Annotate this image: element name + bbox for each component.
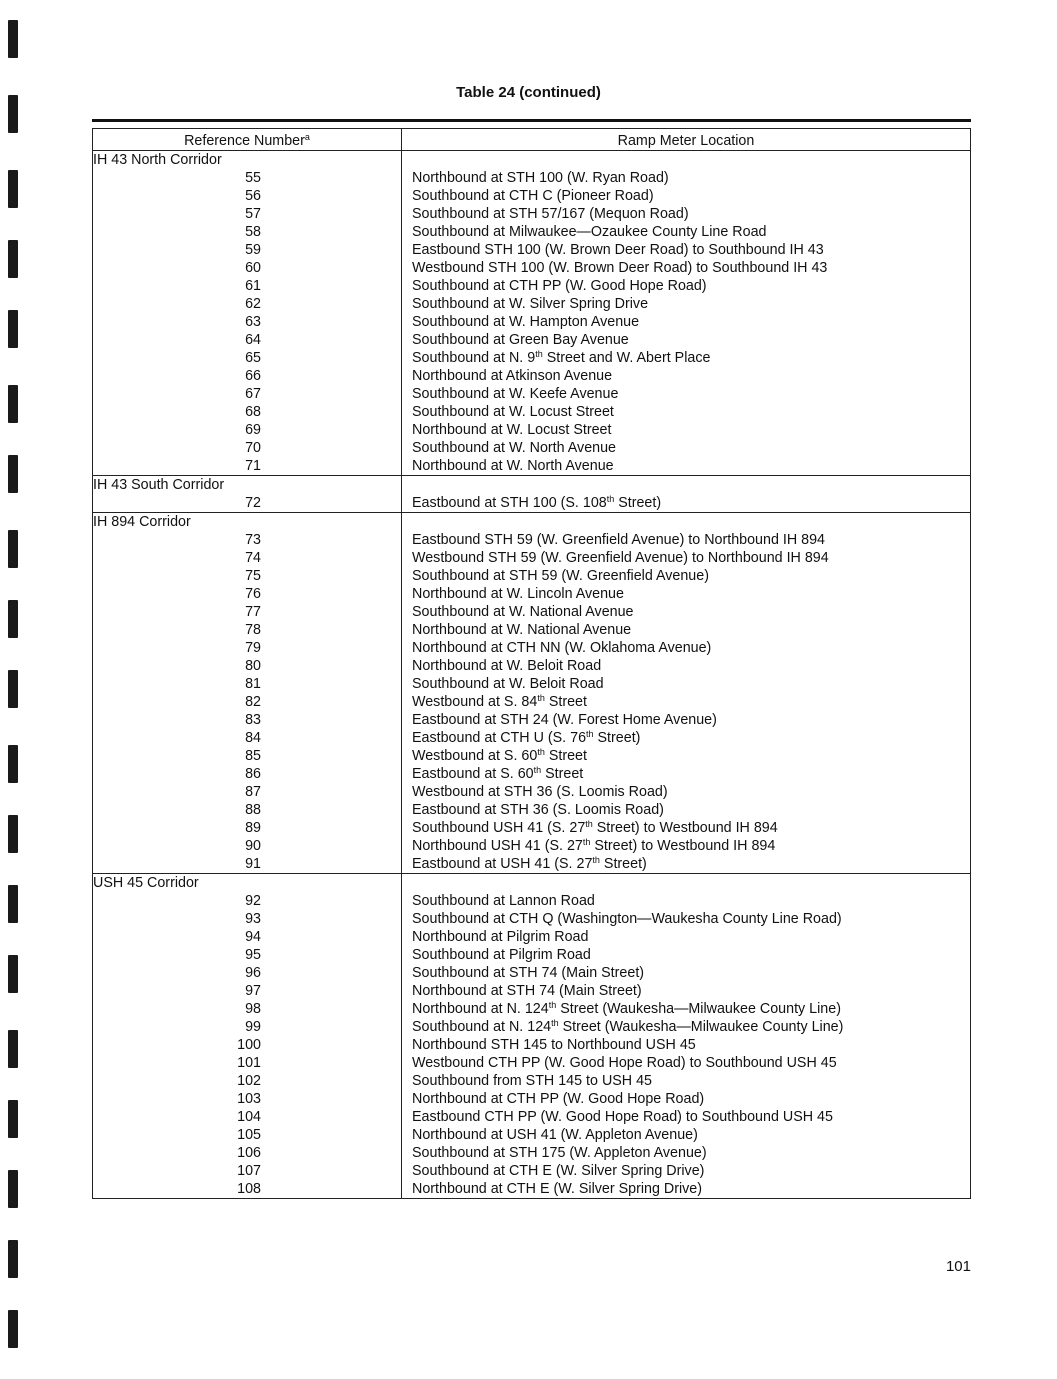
table-row (93, 621, 971, 639)
table-row (93, 910, 971, 928)
ramp-meter-location: Northbound at W. North Avenue (402, 457, 971, 476)
ramp-meter-location: Westbound STH 100 (W. Brown Deer Road) to Southbound IH 43 (402, 259, 971, 277)
reference-number: 105 (93, 1126, 402, 1144)
binding-mark (8, 955, 18, 993)
ramp-meter-location: Northbound at W. Locust Street (402, 421, 971, 439)
ramp-meter-location: Southbound at W. Beloit Road (402, 675, 971, 693)
ramp-meter-location: Northbound at W. National Avenue (402, 621, 971, 639)
ordinal-suffix: th (535, 349, 543, 359)
binding-mark (8, 1240, 18, 1278)
reference-number: 93 (93, 910, 402, 928)
table-row (93, 1126, 971, 1144)
ramp-meter-location: Eastbound at STH 100 (S. 108th Street) (402, 494, 971, 513)
binding-mark (8, 455, 18, 493)
table-row (93, 1108, 971, 1126)
table-row (93, 349, 971, 367)
binding-mark (8, 815, 18, 853)
table-row (93, 187, 971, 205)
ramp-meter-location: Southbound from STH 145 to USH 45 (402, 1072, 971, 1090)
ramp-meter-location: Southbound at Green Bay Avenue (402, 331, 971, 349)
table-row (93, 801, 971, 819)
corridor-row (93, 476, 971, 495)
ramp-meter-location: Northbound at STH 74 (Main Street) (402, 982, 971, 1000)
ramp-meter-location: Northbound at STH 100 (W. Ryan Road) (402, 169, 971, 187)
ramp-meter-location: Northbound at W. Beloit Road (402, 657, 971, 675)
page-number: 101 (945, 1258, 971, 1275)
reference-number: 102 (93, 1072, 402, 1090)
table-row (93, 439, 971, 457)
corridor-label: USH 45 Corridor (93, 874, 402, 893)
ramp-meter-location: Eastbound at STH 36 (S. Loomis Road) (402, 801, 971, 819)
reference-number: 76 (93, 585, 402, 603)
reference-number: 59 (93, 241, 402, 259)
reference-number: 65 (93, 349, 402, 367)
reference-number: 103 (93, 1090, 402, 1108)
reference-number: 108 (93, 1180, 402, 1199)
corridor-row (93, 151, 971, 170)
reference-number: 71 (93, 457, 402, 476)
ramp-meter-location: Westbound at STH 36 (S. Loomis Road) (402, 783, 971, 801)
table-row (93, 1054, 971, 1072)
ordinal-suffix: th (548, 1000, 557, 1010)
binding-mark (8, 1170, 18, 1208)
ramp-meter-location: Southbound at STH 59 (W. Greenfield Avenue) (402, 567, 971, 585)
ramp-meter-location: Southbound at STH 175 (W. Appleton Avenue) (402, 1144, 971, 1162)
reference-number: 67 (93, 385, 402, 403)
ramp-meter-location: Northbound at CTH E (W. Silver Spring Drive) (402, 1180, 971, 1199)
corridor-row (93, 513, 971, 532)
ramp-meter-location: Southbound at W. Keefe Avenue (402, 385, 971, 403)
table-row (93, 639, 971, 657)
table-row (93, 421, 971, 439)
table-row (93, 928, 971, 946)
reference-number: 95 (93, 946, 402, 964)
table-row (93, 169, 971, 187)
table-row (93, 946, 971, 964)
reference-number: 58 (93, 223, 402, 241)
reference-number: 83 (93, 711, 402, 729)
reference-number: 79 (93, 639, 402, 657)
corridor-row (93, 874, 971, 893)
reference-number: 70 (93, 439, 402, 457)
table-row (93, 982, 971, 1000)
table-row (93, 241, 971, 259)
binding-mark (8, 670, 18, 708)
ramp-meter-location: Southbound at Lannon Road (402, 892, 971, 910)
ramp-meter-location-header: Ramp Meter Location (402, 129, 971, 151)
binding-mark (8, 240, 18, 278)
ramp-meter-location: Westbound CTH PP (W. Good Hope Road) to Southbound USH 45 (402, 1054, 971, 1072)
table-row (93, 657, 971, 675)
ordinal-suffix: th (537, 693, 545, 703)
ramp-meter-location: Eastbound CTH PP (W. Good Hope Road) to Southbound USH 45 (402, 1108, 971, 1126)
binding-mark (8, 20, 18, 58)
ramp-meter-location: Southbound at N. 124th Street (Waukesha—Milwaukee County Line) (402, 1018, 971, 1036)
table-header-row (93, 129, 971, 151)
reference-number: 72 (93, 494, 402, 513)
reference-number: 78 (93, 621, 402, 639)
reference-number: 80 (93, 657, 402, 675)
table-row (93, 765, 971, 783)
table-body (93, 151, 971, 1199)
ramp-meter-location: Westbound at S. 84th Street (402, 693, 971, 711)
reference-number: 101 (93, 1054, 402, 1072)
table-row (93, 1144, 971, 1162)
ramp-meter-location: Westbound STH 59 (W. Greenfield Avenue) to Northbound IH 894 (402, 549, 971, 567)
ramp-meter-location: Northbound at CTH PP (W. Good Hope Road) (402, 1090, 971, 1108)
table-row (93, 549, 971, 567)
table-row (93, 747, 971, 765)
table-row (93, 964, 971, 982)
reference-number: 100 (93, 1036, 402, 1054)
ordinal-suffix: th (537, 747, 545, 757)
table-row (93, 313, 971, 331)
ramp-meter-location: Northbound at W. Lincoln Avenue (402, 585, 971, 603)
reference-number: 84 (93, 729, 402, 747)
ramp-meter-location: Eastbound STH 59 (W. Greenfield Avenue) to Northbound IH 894 (402, 531, 971, 549)
reference-number: 73 (93, 531, 402, 549)
binding-mark (8, 385, 18, 423)
ramp-meter-location: Southbound at Milwaukee—Ozaukee County Line Road (402, 223, 971, 241)
reference-number: 62 (93, 295, 402, 313)
reference-number: 92 (93, 892, 402, 910)
table-row (93, 567, 971, 585)
reference-number: 94 (93, 928, 402, 946)
reference-number: 56 (93, 187, 402, 205)
table-row (93, 1000, 971, 1018)
reference-number: 96 (93, 964, 402, 982)
reference-number: 98 (93, 1000, 402, 1018)
reference-number: 81 (93, 675, 402, 693)
reference-number: 69 (93, 421, 402, 439)
ordinal-suffix: th (582, 837, 591, 847)
ramp-meter-location: Southbound USH 41 (S. 27th Street) to Westbound IH 894 (402, 819, 971, 837)
reference-number: 55 (93, 169, 402, 187)
ramp-meter-location: Southbound at N. 9th Street and W. Abert Place (402, 349, 971, 367)
table-row (93, 675, 971, 693)
table-row (93, 531, 971, 549)
table-row (93, 457, 971, 476)
ramp-meter-location: Eastbound at S. 60th Street (402, 765, 971, 783)
ramp-meter-location: Westbound at S. 60th Street (402, 747, 971, 765)
binding-mark (8, 600, 18, 638)
ramp-meter-location: Northbound USH 41 (S. 27th Street) to Westbound IH 894 (402, 837, 971, 855)
ramp-meter-location: Southbound at CTH E (W. Silver Spring Drive) (402, 1162, 971, 1180)
table-row (93, 892, 971, 910)
binding-mark (8, 745, 18, 783)
ramp-meter-location: Southbound at CTH Q (Washington—Waukesha County Line Road) (402, 910, 971, 928)
binding-mark (8, 310, 18, 348)
table-row (93, 711, 971, 729)
reference-number: 88 (93, 801, 402, 819)
reference-number: 107 (93, 1162, 402, 1180)
ordinal-suffix: th (586, 729, 594, 739)
reference-number: 60 (93, 259, 402, 277)
table-row (93, 1036, 971, 1054)
table-row (93, 277, 971, 295)
table-row (93, 259, 971, 277)
ramp-meter-location: Northbound at Atkinson Avenue (402, 367, 971, 385)
binding-mark (8, 885, 18, 923)
ramp-meter-location: Southbound at STH 57/167 (Mequon Road) (402, 205, 971, 223)
reference-number: 61 (93, 277, 402, 295)
binding-mark (8, 1030, 18, 1068)
table-row (93, 855, 971, 874)
table-row (93, 1018, 971, 1036)
ramp-meter-location: Southbound at Pilgrim Road (402, 946, 971, 964)
ramp-meter-table-container (92, 119, 971, 1199)
ordinal-suffix: th (592, 855, 600, 865)
table-row (93, 783, 971, 801)
ordinal-suffix: th (585, 819, 593, 829)
table-row (93, 385, 971, 403)
reference-number: 106 (93, 1144, 402, 1162)
ramp-meter-table (92, 128, 971, 1199)
reference-number: 75 (93, 567, 402, 585)
ramp-meter-location: Eastbound at CTH U (S. 76th Street) (402, 729, 971, 747)
ramp-meter-location: Southbound at W. Silver Spring Drive (402, 295, 971, 313)
reference-number: 57 (93, 205, 402, 223)
reference-number: 91 (93, 855, 402, 874)
table-row (93, 367, 971, 385)
ramp-meter-location: Northbound STH 145 to Northbound USH 45 (402, 1036, 971, 1054)
ramp-meter-location: Northbound at CTH NN (W. Oklahoma Avenue) (402, 639, 971, 657)
binding-mark (8, 530, 18, 568)
table-row (93, 205, 971, 223)
reference-number: 82 (93, 693, 402, 711)
binding-marks (8, 0, 22, 1379)
ramp-meter-location: Eastbound at USH 41 (S. 27th Street) (402, 855, 971, 874)
reference-number: 63 (93, 313, 402, 331)
corridor-label: IH 43 North Corridor (93, 151, 402, 170)
ramp-meter-location: Eastbound STH 100 (W. Brown Deer Road) to Southbound IH 43 (402, 241, 971, 259)
reference-number: 89 (93, 819, 402, 837)
ramp-meter-location: Northbound at N. 124th Street (Waukesha—Milwaukee County Line) (402, 1000, 971, 1018)
reference-number: 97 (93, 982, 402, 1000)
ramp-meter-location: Northbound at USH 41 (W. Appleton Avenue) (402, 1126, 971, 1144)
ordinal-suffix: th (551, 1018, 559, 1028)
reference-number: 74 (93, 549, 402, 567)
ramp-meter-location: Southbound at CTH C (Pioneer Road) (402, 187, 971, 205)
binding-mark (8, 1100, 18, 1138)
reference-number: 99 (93, 1018, 402, 1036)
corridor-label: IH 43 South Corridor (93, 476, 402, 495)
table-row (93, 1180, 971, 1199)
reference-number: 77 (93, 603, 402, 621)
ramp-meter-location: Southbound at CTH PP (W. Good Hope Road) (402, 277, 971, 295)
ordinal-suffix: th (606, 494, 615, 504)
footnote-marker: a (304, 132, 310, 142)
ramp-meter-location: Southbound at W. Locust Street (402, 403, 971, 421)
table-row (93, 585, 971, 603)
reference-number: 104 (93, 1108, 402, 1126)
binding-mark (8, 1310, 18, 1348)
reference-number: 68 (93, 403, 402, 421)
table-row (93, 729, 971, 747)
table-row (93, 819, 971, 837)
table-row (93, 403, 971, 421)
table-row (93, 295, 971, 313)
table-row (93, 223, 971, 241)
reference-number: 86 (93, 765, 402, 783)
reference-number: 87 (93, 783, 402, 801)
corridor-label: IH 894 Corridor (93, 513, 402, 532)
table-row (93, 603, 971, 621)
ramp-meter-location: Eastbound at STH 24 (W. Forest Home Avenue) (402, 711, 971, 729)
ramp-meter-location: Southbound at STH 74 (Main Street) (402, 964, 971, 982)
table-row (93, 331, 971, 349)
ramp-meter-location: Southbound at W. Hampton Avenue (402, 313, 971, 331)
table-row (93, 1162, 971, 1180)
ramp-meter-location: Southbound at W. National Avenue (402, 603, 971, 621)
binding-mark (8, 170, 18, 208)
reference-number: 85 (93, 747, 402, 765)
ramp-meter-location: Southbound at W. North Avenue (402, 439, 971, 457)
reference-number: 64 (93, 331, 402, 349)
table-row (93, 494, 971, 513)
reference-number: 90 (93, 837, 402, 855)
reference-number: 66 (93, 367, 402, 385)
ordinal-suffix: th (533, 765, 542, 775)
table-row (93, 837, 971, 855)
table-row (93, 693, 971, 711)
table-title: Table 24 (continued) (456, 84, 601, 101)
reference-number-header: Reference Number$^a$ (93, 129, 402, 151)
table-row (93, 1090, 971, 1108)
ramp-meter-location: Northbound at Pilgrim Road (402, 928, 971, 946)
table-row (93, 1072, 971, 1090)
